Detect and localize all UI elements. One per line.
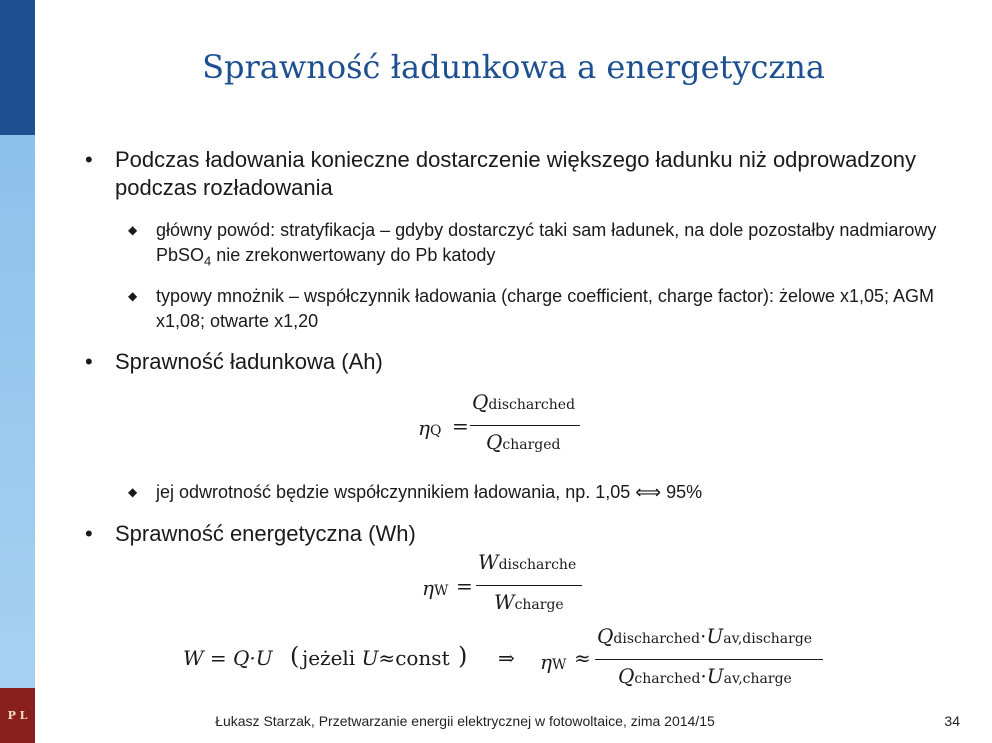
numerator: Wdischarche — [478, 550, 577, 574]
eta-w-symbol: ηW — [540, 650, 567, 674]
fraction-line — [595, 659, 823, 660]
page-number: 34 — [944, 713, 960, 729]
diamond-bullet-icon: ◆ — [128, 289, 138, 303]
bullet-dot-icon: • — [85, 147, 93, 172]
slide-title: Sprawność ładunkowa a energetyczna — [202, 48, 825, 86]
numerator: Qdischarched — [472, 390, 576, 414]
bullet-text: Podczas ładowania konieczne dostarczenie większego ładunku niż odprowadzony podczas rozładowania — [115, 147, 917, 200]
implies-arrow: ⇒ — [498, 646, 515, 670]
denominator: Qcharged — [486, 430, 561, 454]
eta-q-symbol: ηQ — [418, 416, 442, 440]
denominator: Qcharched·Uav,charge — [618, 664, 792, 688]
slide-footer: Łukasz Starzak, Przetwarzanie energii elektrycznej w fotowoltaice, zima 2014/15 — [215, 713, 715, 729]
paren-open: ( — [290, 642, 300, 670]
equals-sign: = — [452, 414, 469, 438]
diamond-bullet-icon: ◆ — [128, 485, 138, 499]
eta-w-symbol: ηW — [422, 576, 449, 600]
denominator: Wcharge — [494, 590, 564, 614]
sub-bullet-text: jej odwrotność będzie współczynnikiem ładowania, np. 1,05 ⟺ 95% — [156, 482, 703, 502]
bullet-dot-icon: • — [85, 521, 93, 546]
sub-bullet-text: główny powód: stratyfikacja – gdyby dostarczyć taki sam ładunek, na dole pozostałby nadmiarowy PbSO$_4$ nie zrekonwertowany do Pb katody — [156, 220, 937, 269]
approx-sign: ≈ — [574, 646, 591, 670]
sidebar-top-band — [0, 0, 35, 135]
equals-sign: = — [456, 574, 473, 598]
university-logo: P L — [0, 688, 35, 743]
sidebar-decoration — [0, 0, 35, 743]
condition: jeżeli U≈const — [302, 646, 450, 670]
fraction-line — [476, 585, 582, 586]
bullet-text: Sprawność ładunkowa (Ah) — [115, 349, 383, 374]
paren-close: ) — [458, 642, 468, 670]
sidebar-middle-band — [0, 135, 35, 688]
numerator: Qdischarched·Uav,discharge — [597, 624, 813, 648]
diamond-bullet-icon: ◆ — [128, 223, 138, 237]
fraction-line — [470, 425, 580, 426]
w-equals-qu: W = Q·U — [183, 646, 273, 670]
bullet-dot-icon: • — [85, 349, 93, 374]
bullet-text: Sprawność energetyczna (Wh) — [115, 521, 416, 546]
sub-bullet-text: typowy mnożnik – współczynnik ładowania (charge coefficient, charge factor): żelowe x1,05; AGM x1,08; otwarte x1,20 — [156, 286, 935, 331]
